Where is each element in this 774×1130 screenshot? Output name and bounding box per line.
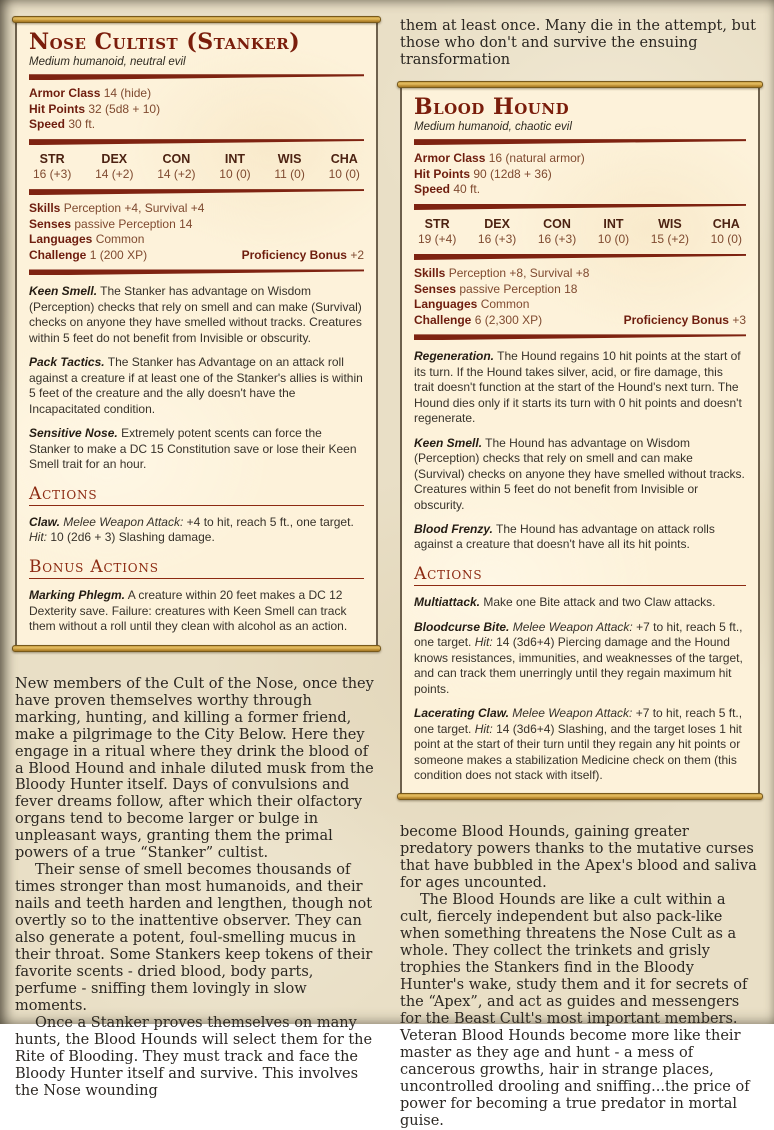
speed-label: Speed [414,182,451,197]
ability-score-table [29,151,364,183]
ability-score-table [414,216,746,248]
trait-keen-smell: Keen Smell. The Hound has advantage on Wisdom (Perception) checks that rely on smell and can make (Survival) checks on anyone they have smelled without tracks. Creatures within 5 feet do not benefit from Invisible or obscurity. [414,435,745,512]
senses-line: Senses passive Perception 14 [29,216,193,231]
speed-value: 40 ft. [453,182,481,197]
challenge-rating: Challenge 1 (200 XP) [29,247,148,262]
languages-line: Languages Common [29,232,145,247]
hit-points-line [414,167,746,183]
languages-line: Languages Common [414,297,530,312]
proficiency-bonus: Proficiency Bonus +3 [623,312,746,327]
trait-pack-tactics: Pack Tactics. The Stanker has Advantage on an attack roll against a creature if at least one of the Stanker's allies is within 5 feet of the creature and the ally doesn't have the Incapacitated condition. [29,355,363,416]
statblock-top-frame-bar [12,16,381,23]
tapered-divider [414,204,746,210]
hit-points-value: 32 (5d8 + 10) [88,101,161,116]
armor-class-line [414,151,746,167]
actions-section-header: Actions [29,484,364,506]
action-multiattack: Multiattack. Make one Bite attack and two Claw attacks. [414,595,716,610]
lore-paragraph: The Blood Hounds are like a cult within a cult, fiercely independent but also pack-like when something threatens the Nose Cult as a whole. They collect the trinkets and grisly trophies the Stankers find in the Bloody Hunter's wake, study them and it for secrets of the “Apex”, and act as guides and messengers for the Beast Cult's most important members. Veteran Blood Hounds become more like their master as they age and hunt - a mess of cancerous growths, hair in strange places, uncontrolled drooling and sniffing...the price of power for becoming a true predator in mortal guise. [400,892,750,1129]
lore-text-right-top [400,18,760,69]
tapered-divider [414,254,746,260]
senses-line: Senses passive Perception 18 [414,281,578,296]
ability-str: STR 16 (+3) [33,152,72,182]
lore-paragraph: Once a Stanker proves themselves on many hunts, the Blood Hounds will select them for the Rite of Blooding. They must track and face the Bloody Hunter itself and survive. This involves the Nose wounding [15,1014,373,1099]
armor-class-value: 14 (hide) [103,86,152,101]
armor-class-line [29,86,364,102]
challenge-rating: Challenge 6 (2,300 XP) [414,312,543,327]
ability-con: CON 14 (+2) [157,152,196,182]
hit-points-value: 90 (12d8 + 36) [473,166,552,181]
trait-sensitive-nose: Sensitive Nose. Extremely potent scents can force the Stanker to make a DC 15 Constitution save or lose their Keen Smell trait for an hour. [29,426,357,472]
action-lacerating-claw: Lacerating Claw. Melee Weapon Attack: +7 to hit, reach 5 ft., one target. Hit: 14 (3d6+4) Slashing, and the target loses 1 hit point at the start of their turn until they regain any hit points or someone makes a stabilization Medicine check on them (this condition does not stack with itself). [414,706,743,783]
actions-section-header: Actions [414,564,746,586]
tapered-divider [414,334,746,340]
ability-wis: WIS 11 (0) [274,152,305,182]
hit-points-label: Hit Points [29,101,85,116]
armor-class-label: Armor Class [414,151,486,166]
tapered-divider [414,139,746,145]
creature-type-line: Medium humanoid, chaotic evil [414,121,572,134]
right-column [400,16,760,1130]
creature-type-line: Medium humanoid, neutral evil [29,56,186,69]
trait-keen-smell: Keen Smell. The Stanker has advantage on Wisdom (Perception) checks that rely on smell and can make (Survival) checks on anyone they have smelled without tracks. Creatures within 5 feet do not benefit from Invisible or obscurity. [29,284,362,345]
speed-label: Speed [29,117,66,132]
lore-text-right-bottom [400,824,760,1129]
statblock-body [400,88,760,794]
tapered-divider [29,189,364,195]
skills-line: Skills Perception +8, Survival +8 [414,265,590,280]
bonus-actions-section-header: Bonus Actions [29,557,364,579]
ability-dex: DEX 16 (+3) [477,216,517,246]
ability-dex: DEX 14 (+2) [95,152,134,182]
action-claw: Claw. Melee Weapon Attack: +4 to hit, reach 5 ft., one target. Hit: 10 (2d6 + 3) Slashing damage. [29,515,354,545]
ability-con: CON 16 (+3) [537,216,577,246]
statblock-bottom-frame-bar [12,645,381,652]
hit-points-label: Hit Points [414,166,470,181]
lore-paragraph: Their sense of smell becomes thousands of times stronger than most humanoids, and their nails and teeth harden and lengthen, though not overtly so to the inattentive observer. They can also generate a potent, foul-smelling mucus in their throat. Some Stankers keep tokens of their favorite scents - dried blood, body parts, perfume - sniffing them lovingly in slow moments. [15,862,373,1014]
skills-line: Skills Perception +4, Survival +4 [29,201,205,216]
proficiency-bonus: Proficiency Bonus +2 [241,247,364,262]
statblock-top-frame-bar [397,81,763,88]
statblock-bottom-frame-bar [397,793,763,800]
challenge-line [29,248,364,264]
tapered-divider [29,269,364,275]
trait-regeneration: Regeneration. The Hound regains 10 hit points at the start of its turn. If the Hound takes silver, acid, or fire damage, this trait doesn't function at the start of the Hound's next turn. The Hound dies only if it starts its turn with 0 hit points and doesn't regenerate. [414,349,742,426]
speed-line [414,182,746,198]
creature-name: Blood Hound [414,93,570,120]
ability-str: STR 19 (+4) [418,216,457,246]
lore-paragraph: New members of the Cult of the Nose, once they have proven themselves worthy through marking, hunting, and killing a former friend, make a pilgrimage to the City Below. Here they engage in a ritual where they drink the blood of a Blood Hound and inhale diluted musk from the Bloody Hunter itself. Days of convulsions and fever dreams follow, after which their olfactory organs tend to become larger or bulge in unpleasant ways, granting them the primal powers of a true “Stanker” cultist. [15,675,374,862]
tapered-divider [29,74,364,80]
lore-text-left [15,676,378,1100]
bonus-action-marking-phlegm: Marking Phlegm. A creature within 20 feet makes a DC 12 Dexterity save. Failure: creatures with Keen Smell can track them without a roll until they clean with alcohol as an action. [29,588,348,634]
statblock-blood-hound [400,81,760,801]
ability-wis: WIS 15 (+2) [650,216,690,246]
ability-int: INT 10 (0) [597,216,630,246]
armor-class-label: Armor Class [29,86,101,101]
armor-class-value: 16 (natural armor) [488,151,585,166]
creature-name: Nose Cultist (Stanker) [29,29,301,55]
ability-int: INT 10 (0) [219,152,251,182]
speed-line [29,117,364,133]
lore-paragraph: them at least once. Many die in the attempt, but those who don't and survive the ensuing transformation [400,18,757,68]
left-column [15,16,378,1130]
tapered-divider [29,139,364,145]
hit-points-line [29,102,364,118]
ability-cha: CHA 10 (0) [710,216,742,246]
trait-blood-frenzy: Blood Frenzy. The Hound has advantage on attack rolls against a creature that doesn't have all its hit points. [414,522,715,552]
lore-paragraph: become Blood Hounds, gaining greater predatory powers thanks to the mutative curses that have bubbled in the Apex's blood and saliva for ages uncounted. [400,824,757,892]
challenge-line [414,313,746,329]
statblock-body [15,23,378,645]
speed-value: 30 ft. [68,117,96,132]
action-bloodcurse-bite: Bloodcurse Bite. Melee Weapon Attack: +7 to hit, reach 5 ft., one target. Hit: 14 (3d6+4) Piercing damage and the Hound knows resistances, immunities, and weaknesses of the target, and can track them unerringly until they regain maximum hit points. [414,619,743,696]
ability-cha: CHA 10 (0) [328,152,360,182]
statblock-nose-cultist [15,16,378,652]
